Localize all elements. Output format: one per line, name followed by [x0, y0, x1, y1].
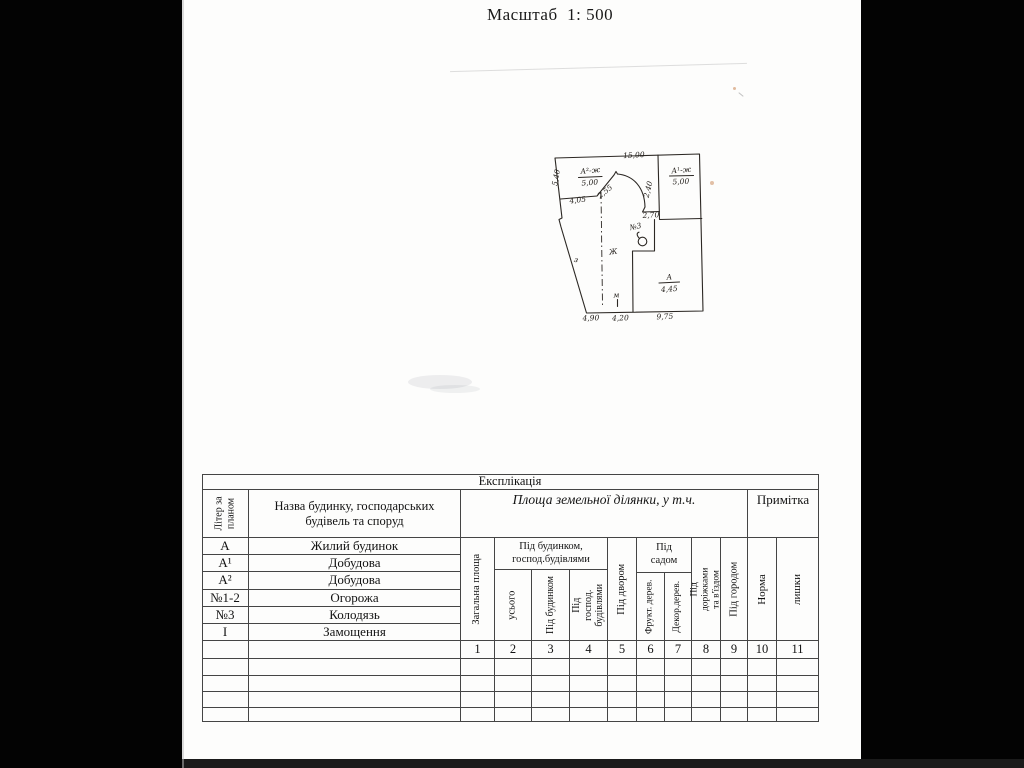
- column-header-pid-dvorom: Під двором: [607, 537, 636, 640]
- row-name: Жилий будинок: [248, 537, 460, 554]
- column-number: 10: [747, 640, 776, 658]
- plan-arc: [618, 174, 646, 207]
- paper-mark: [738, 92, 743, 97]
- row-liter: А: [202, 537, 248, 554]
- label-a1-name: А¹-ж: [671, 164, 692, 176]
- column-header-norma: Норма: [747, 537, 776, 640]
- dimension-left-height: 5,40: [550, 168, 562, 187]
- explication-table: [202, 474, 819, 722]
- dimension-a1-bottom: 2,70: [642, 210, 660, 220]
- table-title: Експлікація: [478, 474, 542, 489]
- label-a2-area: 5,00: [581, 177, 599, 188]
- column-number: 3: [531, 640, 569, 658]
- scan-edge-shade: [182, 0, 184, 768]
- label-a-name: А: [666, 272, 673, 282]
- column-header-pid-budynkom: Під будинком: [531, 569, 569, 640]
- bottom-small-mark: м: [612, 290, 620, 300]
- grid-line: [494, 658, 495, 721]
- column-header-pid-gospod: Під господ. будівлями: [569, 569, 607, 640]
- column-header-total-area: Загальна площа: [460, 537, 494, 640]
- center-mark: Ж: [608, 246, 618, 257]
- grid-line: [202, 691, 819, 692]
- column-header-area: Площа земельної ділянки, у т.ч.: [460, 489, 747, 537]
- column-header-note: Примітка: [747, 489, 818, 537]
- label-a1-area: 5,00: [672, 176, 690, 187]
- grid-line: [664, 658, 665, 721]
- column-number: 6: [636, 640, 664, 658]
- plan-a-boundary: [633, 220, 655, 313]
- site-plan: [548, 148, 718, 328]
- grid-line: [747, 658, 748, 721]
- table-border-bottom: [202, 721, 819, 722]
- scan-margin-left: [0, 0, 182, 768]
- number-row-empty: [202, 640, 248, 658]
- grid-line: [248, 658, 249, 721]
- grid-line: [202, 658, 819, 659]
- column-number: 5: [607, 640, 636, 658]
- scale-title: Масштаб 1: 500: [487, 5, 614, 24]
- dimension-top-width: 15,00: [622, 149, 645, 161]
- row-liter: І: [202, 623, 248, 640]
- plan-axis-line: [601, 192, 603, 305]
- column-number: 4: [569, 640, 607, 658]
- grid-line: [776, 658, 777, 721]
- row-liter: А¹: [202, 554, 248, 571]
- column-header-name: Назва будинку, господарських будівель та споруд: [248, 489, 460, 537]
- well-label: №3: [628, 220, 643, 233]
- scan-edge-bottom: [182, 759, 1024, 768]
- column-header-dorizhky: Під доріжками та в'їздом: [691, 537, 720, 640]
- column-number: 7: [664, 640, 691, 658]
- row-name: Замощення: [248, 623, 460, 640]
- row-name: Добудова: [248, 571, 460, 589]
- dimension-bottom-center: 4,20: [611, 313, 629, 323]
- dimension-a2-bottom: 4,05: [568, 194, 587, 206]
- row-name: Огорожа: [248, 589, 460, 606]
- grid-line: [460, 658, 461, 721]
- grid-line: [569, 658, 570, 721]
- column-header-dekor: Декор.дерев.: [664, 572, 691, 640]
- label-a-area: 4,45: [660, 283, 678, 295]
- group-header-building: Під будинком, господ.будівлями: [494, 537, 607, 569]
- grid-line: [720, 658, 721, 721]
- row-liter: №3: [202, 606, 248, 623]
- paper-speck: [733, 87, 736, 90]
- grid-line: [607, 658, 608, 721]
- group-header-sad: Під садом: [636, 537, 691, 572]
- grid-line: [636, 658, 637, 721]
- well-tail: [637, 232, 639, 238]
- dimension-bottom-right: 9,75: [656, 311, 674, 322]
- table-border-right: [818, 474, 819, 722]
- column-header-liter: Літер за планом: [202, 489, 248, 537]
- fraction-bar-a: [659, 282, 680, 283]
- grid-line: [531, 658, 532, 721]
- row-name: Колодязь: [248, 606, 460, 623]
- dimension-diagonal: 2,55: [595, 182, 615, 201]
- scan-margin-right: [861, 0, 1024, 768]
- row-liter: А²: [202, 571, 248, 589]
- number-row-empty: [248, 640, 460, 658]
- grid-line: [202, 675, 819, 676]
- grid-line: [691, 658, 692, 721]
- column-number: 11: [776, 640, 818, 658]
- erased-smudge-2: [430, 385, 480, 393]
- dimension-a1-left: 2,40: [641, 180, 655, 199]
- column-number: 2: [494, 640, 531, 658]
- grid-line: [202, 707, 819, 708]
- column-header-lyshky: лишки: [776, 537, 818, 640]
- column-number: 1: [460, 640, 494, 658]
- fraction-bar-a1: [670, 176, 694, 177]
- left-edge-mark: з: [572, 254, 580, 265]
- label-a2-name: А²-ж: [579, 165, 601, 177]
- column-header-gorod: Під городом: [720, 537, 747, 640]
- column-header-usogo: усього: [494, 569, 531, 640]
- column-number: 8: [691, 640, 720, 658]
- row-liter: №1-2: [202, 589, 248, 606]
- dimension-bottom-left: 4,90: [582, 313, 600, 323]
- column-header-frukt: Фрукт. дерев.: [636, 572, 664, 640]
- row-name: Добудова: [248, 554, 460, 571]
- faint-pencil-line: [450, 63, 747, 72]
- column-number: 9: [720, 640, 747, 658]
